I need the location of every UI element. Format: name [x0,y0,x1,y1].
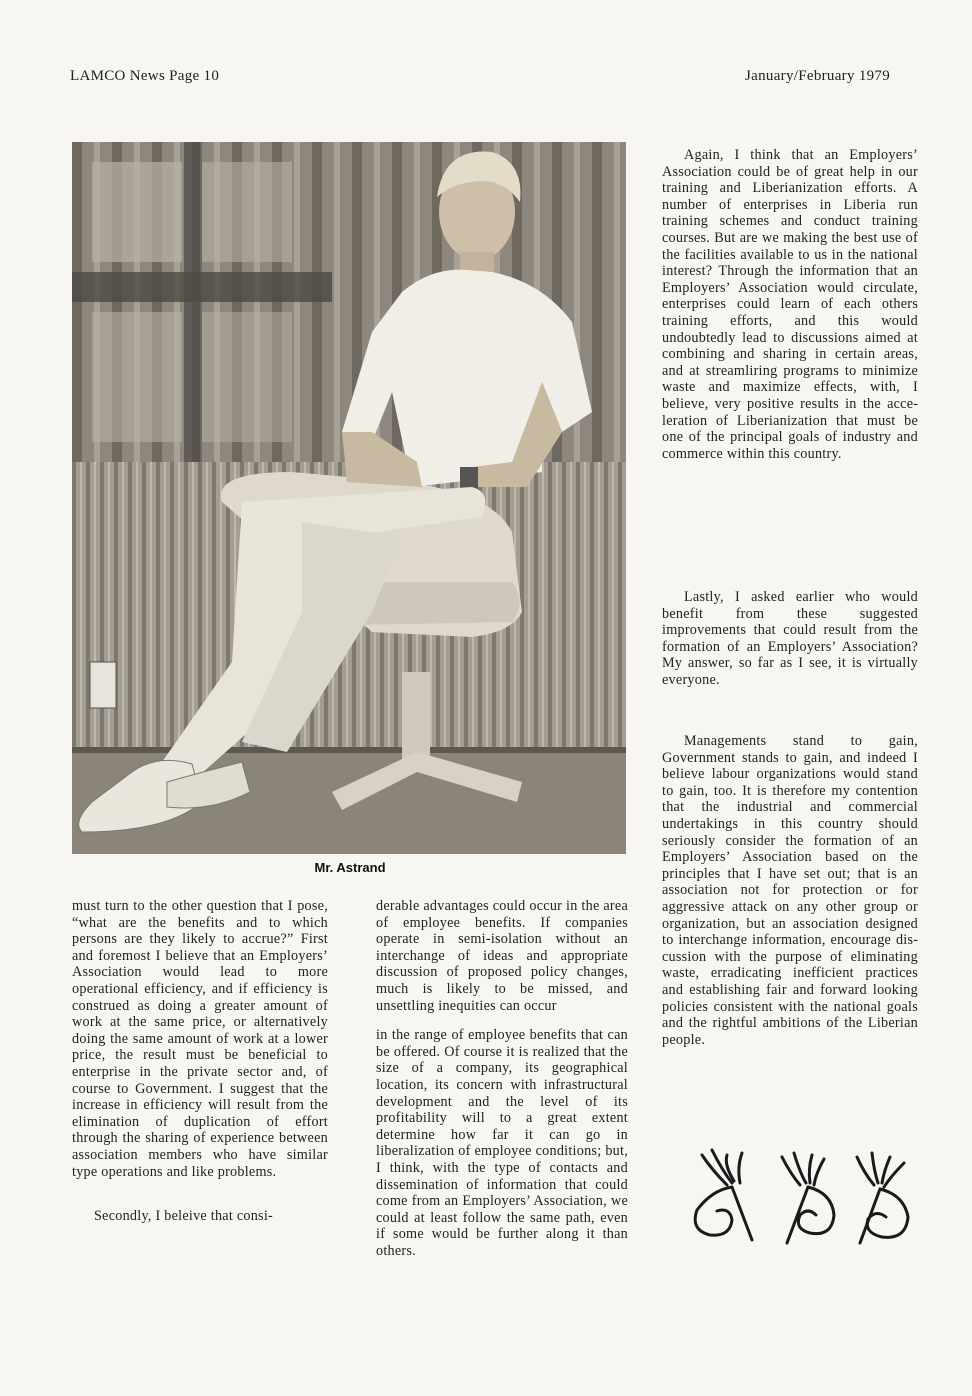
column-3-paragraph-1: Again, I think that an Employers’ Association could be of great help in our training and Liberianization efforts. A number of enterprises in Liberia run training schemes and conduct training courses. But are we making the best use of the facilities available to us in the national interest? Through the information that an Employers’ Association would circulate, enterprises could learn of each others training efforts, and this would undoubtedly lead to discussions aimed at combining and sharing in certain areas, and at streamliring programs to minimize waste and maximize effects, with, I believe, very positive results in the acceleration of Liberianization that must be one of the principal goals of industry and commerce within this country. [662,147,918,462]
article-column-2 [376,898,628,1259]
column-2-paragraph-1: derable advantages could occur in the area of employee benefits. If companies operate in semi-isolation without an interchange of ideas and appropriate discussion of proposed policy changes, much is likely to be missed, and unsettling inequities can occur [376,898,628,1014]
article-column-3-block-3 [662,733,918,1048]
column-3-paragraph-2: Lastly, I asked earlier who would benefit from these suggested improvements that could result from the formation of an Employers’ Association? My answer, so far as I see, it is virtually everyone. [662,589,918,688]
article-column-1 [72,898,328,1225]
column-1-paragraph-1: must turn to the other question that I pose, “what are the benefits and to which persons are they likely to accrue?” First and foremost I believe that an Employers’ Association would lead to more operational efficiency, and if efficiency is construed as doing a greater amount of work at the same price, or alternatively doing the same amount of work at a lower price, the result must be beneficial to enterprise in the private sector and, of course to Government. I suggest that the increase in efficiency will result from the elimination of duplication of effort through the sharing of experience between association members who have similar type operations and like problems. [72,898,328,1180]
column-1-paragraph-2: Secondly, I beleive that consi- [94,1208,273,1225]
portrait-photo-icon [72,142,626,854]
article-column-3-block-2 [662,589,918,689]
page-header-date: January/February 1979 [745,68,891,84]
column-2-paragraph-2: in the range of employee benefits that can be offered. Of course it is realized that the size of a company, its geographical location, its concern with infrastructural development and the level of its profitability will to a great extent determine how far it can go in liberalization of employee conditions; but, I think, with the type of contacts and dissemination of information that could come from an Employers’ Association, we could at least follow the same path, even if some would be further along it than others. [376,1027,628,1259]
article-column-3-block-1 [662,147,918,462]
page-header-left: LAMCO News Page 10 [70,68,220,84]
photo-caption: Mr. Astrand [314,860,386,875]
flourish-ornament-icon [682,1145,922,1255]
column-3-paragraph-3: Managements stand to gain, Government stands to gain, and indeed I believe labour organizations would stand to gain, too. It is therefore my contention that the industrial and commercial undertakings in this country should seriously consider the formation of an Employers’ Association based on the principles that I have set out; that is an association not for protection or for aggressive attack on any other group or organization, but an association designed to interchange information, encourage discussion with the purpose of eliminating waste, erradicating inefficient practices and establishing fair and forward looking policies consistent with the national goals and the rightful ambitions of the Liberian people. [662,733,918,1048]
